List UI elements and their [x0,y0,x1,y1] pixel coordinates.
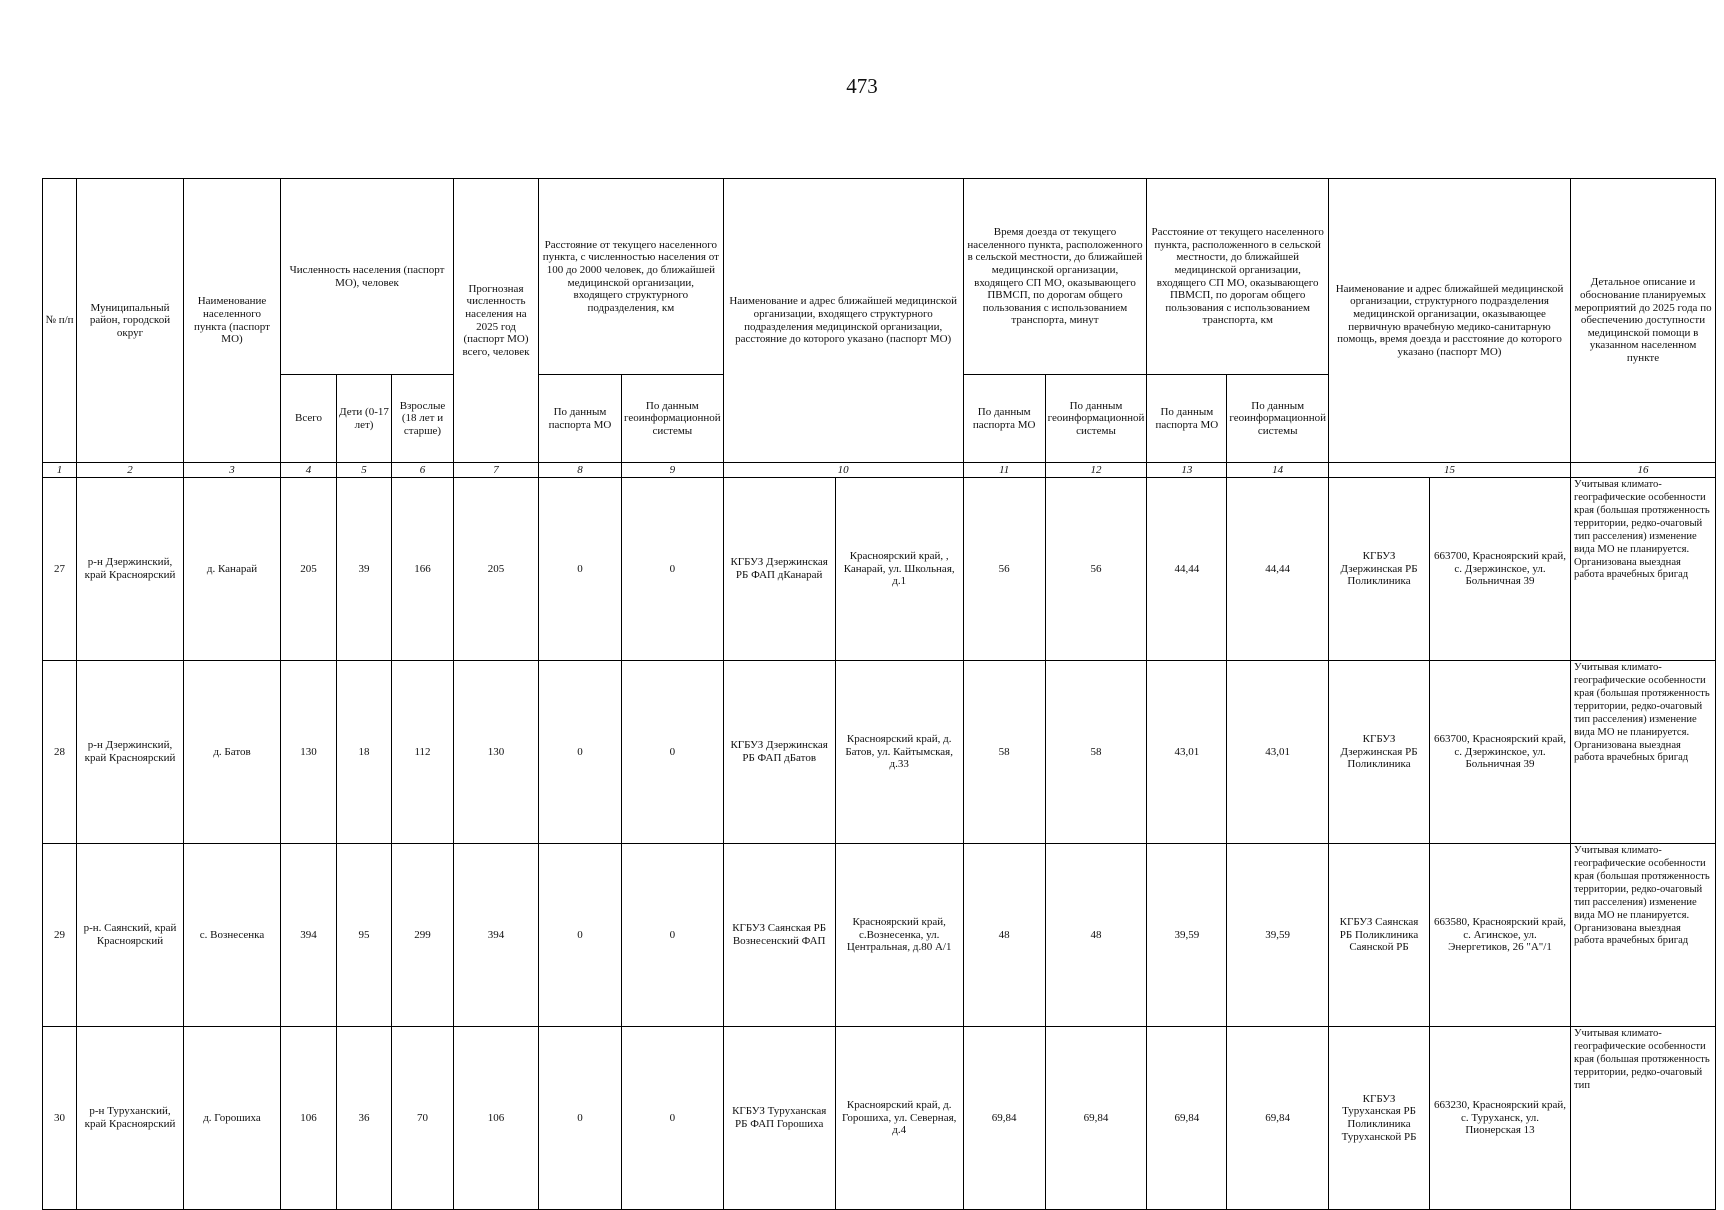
pvmsp-name-cell: КГБУЗ Туруханская РБ Поликлиника Туруханской РБ [1329,1027,1430,1210]
km-gis-cell: 44,44 [1227,478,1329,661]
column-number: 16 [1571,463,1716,478]
table-header [43,179,1716,478]
km-passport-cell: 39,59 [1147,844,1227,1027]
row-number: 30 [43,1027,77,1210]
km-gis-cell: 69,84 [1227,1027,1329,1210]
time-passport-cell: 58 [963,661,1045,844]
children-cell: 39 [337,478,392,661]
header-distance-gis: По данным геоинформационной системы [622,375,724,463]
column-number: 12 [1045,463,1147,478]
header-pvmsp-org: Наименование и адрес ближайшей медицинской организации, структурного подразделения медицинской организации, оказывающее первичную врачебную медико-санитарную помощь, время доезда и расстояние до которого указано (паспорт МО) [1329,179,1571,463]
org-name-cell: КГБУЗ Саянская РБ Вознесенский ФАП [723,844,835,1027]
column-number: 14 [1227,463,1329,478]
settlement-cell: с. Вознесенка [184,844,281,1027]
header-settlement: Наименование населенного пункта (паспорт МО) [184,179,281,463]
adults-cell: 70 [392,1027,454,1210]
km-passport-cell: 43,01 [1147,661,1227,844]
distance-gis-cell: 0 [622,478,724,661]
table-row [43,478,1716,661]
org-address-cell: Красноярский край, с.Вознесенка, ул. Центральная, д.80 А/1 [835,844,963,1027]
column-number: 1 [43,463,77,478]
column-number: 8 [539,463,622,478]
header-adults: Взрослые (18 лет и старше) [392,375,454,463]
adults-cell: 166 [392,478,454,661]
org-name-cell: КГБУЗ Дзержинская РБ ФАП дКанарай [723,478,835,661]
header-time-gis: По данным геоинформационной системы [1045,375,1147,463]
district-cell: р-н Дзержинский, край Красноярский [77,661,184,844]
pvmsp-address-cell: 663580, Красноярский край, с. Агинское, ул. Энергетиков, 26 "А"/1 [1430,844,1571,1027]
table-row [43,1027,1716,1210]
distance-passport-cell: 0 [539,1027,622,1210]
description-cell: Учитывая климато-географические особенности края (большая протяженность территории, редко-очаговый тип расселения) изменение вида МО не планируется. Организована выездная работа врачебных бригад [1571,661,1716,844]
km-passport-cell: 69,84 [1147,1027,1227,1210]
header-km-gis: По данным геоинформационной системы [1227,375,1329,463]
column-number: 15 [1329,463,1571,478]
adults-cell: 112 [392,661,454,844]
org-address-cell: Красноярский край, д. Горошиха, ул. Северная, д.4 [835,1027,963,1210]
settlement-cell: д. Горошиха [184,1027,281,1210]
distance-gis-cell: 0 [622,661,724,844]
district-cell: р-н Дзержинский, край Красноярский [77,478,184,661]
column-number: 13 [1147,463,1227,478]
table-wrapper [42,178,1716,1210]
header-travel-distance-group: Расстояние от текущего населенного пункта, расположенного в сельской местности, до ближайшей медицинской организации, входящего СП МО, оказывающего ПВМСП, по дорогам общего пользования с использованием транспорта, км [1147,179,1329,375]
total-cell: 130 [281,661,337,844]
time-gis-cell: 48 [1045,844,1147,1027]
district-cell: р-н. Саянский, край Красноярский [77,844,184,1027]
pvmsp-name-cell: КГБУЗ Дзержинская РБ Поликлиника [1329,478,1430,661]
header-number: № п/п [43,179,77,463]
distance-passport-cell: 0 [539,844,622,1027]
org-name-cell: КГБУЗ Дзержинская РБ ФАП дБатов [723,661,835,844]
district-cell: р-н Туруханский, край Красноярский [77,1027,184,1210]
km-gis-cell: 43,01 [1227,661,1329,844]
forecast-cell: 394 [454,844,539,1027]
column-number: 2 [77,463,184,478]
settlement-cell: д. Батов [184,661,281,844]
table-body [43,478,1716,1210]
pvmsp-name-cell: КГБУЗ Саянская РБ Поликлиника Саянской РБ [1329,844,1430,1027]
description-cell: Учитывая климато-географические особенности края (большая протяженность территории, редко-очаговый тип расселения) изменение вида МО не планируется. Организована выездная работа врачебных бригад [1571,844,1716,1027]
time-gis-cell: 58 [1045,661,1147,844]
table-row [43,661,1716,844]
pvmsp-address-cell: 663700, Красноярский край, с. Дзержинское, ул. Больничная 39 [1430,661,1571,844]
header-children: Дети (0-17 лет) [337,375,392,463]
header-district: Муниципальный район, городской округ [77,179,184,463]
total-cell: 205 [281,478,337,661]
forecast-cell: 130 [454,661,539,844]
header-description: Детальное описание и обоснование планируемых мероприятий до 2025 года по обеспечению доступности медицинской помощи в указанном населенном пункте [1571,179,1716,463]
column-numbers-row [43,463,1716,478]
total-cell: 394 [281,844,337,1027]
time-passport-cell: 69,84 [963,1027,1045,1210]
column-number: 4 [281,463,337,478]
pvmsp-address-cell: 663230, Красноярский край, с. Туруханск, ул. Пионерская 13 [1430,1027,1571,1210]
distance-gis-cell: 0 [622,844,724,1027]
pvmsp-address-cell: 663700, Красноярский край, с. Дзержинское, ул. Больничная 39 [1430,478,1571,661]
settlement-cell: д. Канарай [184,478,281,661]
time-gis-cell: 69,84 [1045,1027,1147,1210]
header-nearest-org: Наименование и адрес ближайшей медицинской организации, входящего структурного подразделения медицинской организации, расстояние до которого указано (паспорт МО) [723,179,963,463]
header-total: Всего [281,375,337,463]
settlements-table [42,178,1716,1210]
header-distance-group: Расстояние от текущего населенного пункта, с численностью населения от 100 до 2000 человек, до ближайшей медицинской организации, входящего структурного подразделения, км [539,179,724,375]
km-passport-cell: 44,44 [1147,478,1227,661]
pvmsp-name-cell: КГБУЗ Дзержинская РБ Поликлиника [1329,661,1430,844]
forecast-cell: 106 [454,1027,539,1210]
column-number: 7 [454,463,539,478]
km-gis-cell: 39,59 [1227,844,1329,1027]
time-passport-cell: 56 [963,478,1045,661]
description-cell: Учитывая климато-географические особенности края (большая протяженность территории, редко-очаговый тип расселения) изменение вида МО не планируется. Организована выездная работа врачебных бригад [1571,478,1716,661]
distance-gis-cell: 0 [622,1027,724,1210]
column-number: 3 [184,463,281,478]
header-travel-time-group: Время доезда от текущего населенного пункта, расположенного в сельской местности, до ближайшей медицинской организации, входящего СП МО, оказывающего ПВМСП, по дорогам общего пользования с использованием транспорта, минут [963,179,1147,375]
org-address-cell: Красноярский край, д. Батов, ул. Кайтымская, д.33 [835,661,963,844]
time-passport-cell: 48 [963,844,1045,1027]
total-cell: 106 [281,1027,337,1210]
column-number: 10 [723,463,963,478]
row-number: 28 [43,661,77,844]
header-population-group: Численность населения (паспорт МО), человек [281,179,454,375]
column-number: 5 [337,463,392,478]
page-number: 473 [846,74,878,98]
table-row [43,844,1716,1027]
distance-passport-cell: 0 [539,661,622,844]
header-distance-passport: По данным паспорта МО [539,375,622,463]
column-number: 9 [622,463,724,478]
org-name-cell: КГБУЗ Туруханская РБ ФАП Горошиха [723,1027,835,1210]
header-time-passport: По данным паспорта МО [963,375,1045,463]
forecast-cell: 205 [454,478,539,661]
children-cell: 18 [337,661,392,844]
children-cell: 36 [337,1027,392,1210]
adults-cell: 299 [392,844,454,1027]
row-number: 29 [43,844,77,1027]
time-gis-cell: 56 [1045,478,1147,661]
row-number: 27 [43,478,77,661]
column-number: 11 [963,463,1045,478]
header-forecast: Прогнозная численность населения на 2025 год (паспорт МО) всего, человек [454,179,539,463]
column-number: 6 [392,463,454,478]
description-cell: Учитывая климато-географические особенности края (большая протяженность территории, редко-очаговый тип [1571,1027,1716,1210]
distance-passport-cell: 0 [539,478,622,661]
children-cell: 95 [337,844,392,1027]
header-km-passport: По данным паспорта МО [1147,375,1227,463]
org-address-cell: Красноярский край, , Канарай, ул. Школьная, д.1 [835,478,963,661]
